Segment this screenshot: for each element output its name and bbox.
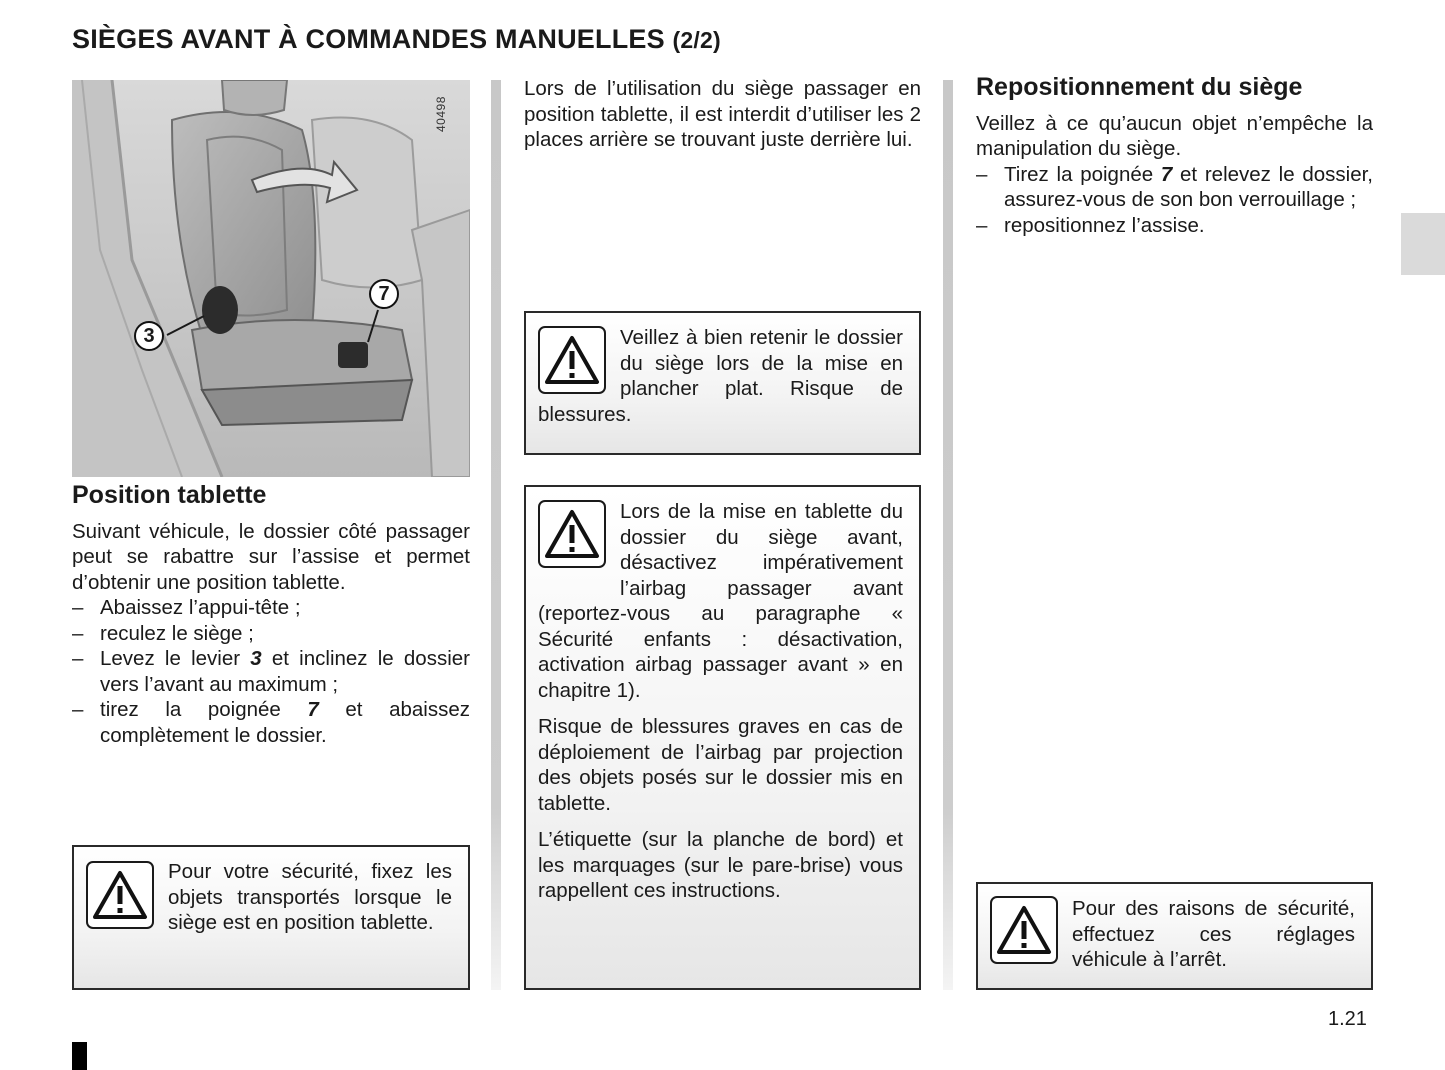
ref-handle-7: 7 xyxy=(1160,162,1173,186)
col3-steps xyxy=(976,162,1373,239)
list-item: – Abaissez l’appui-tête ; xyxy=(72,595,470,621)
list-item: – Tirez la poignée 7 et relevez le dossier, assurez-vous de son bon verrouillage ; xyxy=(976,162,1373,213)
warning-triangle-icon xyxy=(86,861,154,929)
column-separator xyxy=(943,80,953,990)
page-title-main: SIÈGES AVANT À COMMANDES MANUELLES xyxy=(72,24,665,54)
list-item: – Levez le levier 3 et inclinez le dossier vers l’avant au maximum ; xyxy=(72,646,470,697)
col2-intro: Lors de l’utilisation du siège passager en position tablette, il est interdit d’utiliser les 2 places arrière se trouvant juste derrière lui. xyxy=(524,77,921,151)
callout-3 xyxy=(134,321,164,351)
warning-triangle-icon xyxy=(538,326,606,394)
section-heading-repositionnement: Repositionnement du siège xyxy=(976,73,1303,101)
section-heading-position-tablette: Position tablette xyxy=(72,481,267,509)
chapter-tab-marker xyxy=(1401,213,1445,275)
list-item: – repositionnez l’assise. xyxy=(976,213,1373,239)
col3-intro: Veillez à ce qu’aucun objet n’empêche la manipulation du siège. xyxy=(976,111,1373,160)
list-item: – tirez la poignée 7 et abaissez complètement le dossier. xyxy=(72,697,470,748)
column-1 xyxy=(72,483,470,748)
warning-triangle-icon xyxy=(990,896,1058,964)
warning-box-flat-floor xyxy=(524,311,921,455)
seat-photo-graphic xyxy=(72,80,470,477)
footer-mark xyxy=(72,1042,87,1070)
seat-illustration xyxy=(72,80,470,477)
column-separator xyxy=(491,80,501,990)
page-title xyxy=(72,24,721,55)
warning-box-airbag xyxy=(524,485,921,990)
callout-7 xyxy=(369,279,399,309)
page-title-suffix: (2/2) xyxy=(672,27,721,53)
warning-box-col3 xyxy=(976,882,1373,990)
ref-handle-7: 7 xyxy=(307,698,319,721)
warning-text: Pour votre sécurité, fixez les objets transportés lorsque le siège est en position tablette. xyxy=(168,860,452,934)
ref-lever-3: 3 xyxy=(250,647,262,670)
warning-text: Risque de blessures graves en cas de déploiement de l’airbag par projection des objets posés sur le dossier mis en tablette. xyxy=(538,715,903,815)
col1-intro: Suivant véhicule, le dossier côté passager peut se rabattre sur l’assise et permet d’obtenir une position tablette. xyxy=(72,519,470,594)
warning-text: Lors de la mise en tablette du dossier du siège avant, désactivez impérativement l’airbag passager avant (reportez-vous au paragraphe « Sécurité enfants : désactivation, activation airbag passager avant » en chapitre 1). xyxy=(538,500,903,702)
column-2 xyxy=(524,76,921,153)
image-code: 40498 xyxy=(434,96,448,132)
list-item: – reculez le siège ; xyxy=(72,621,470,647)
page-number: 1.21 xyxy=(1328,1008,1367,1030)
warning-text: Veillez à bien retenir le dossier du siège lors de la mise en plancher plat. Risque de blessures. xyxy=(538,326,903,426)
column-3 xyxy=(976,75,1373,238)
col1-steps xyxy=(72,595,470,748)
callout-7-label: 7 xyxy=(378,282,390,305)
warning-box-col1 xyxy=(72,845,470,990)
warning-text: Pour des raisons de sécurité, effectuez ces réglages véhicule à l’arrêt. xyxy=(1072,897,1355,971)
callout-3-label: 3 xyxy=(143,324,155,347)
warning-text: L’étiquette (sur la planche de bord) et les marquages (sur le pare-brise) vous rappellent ces instructions. xyxy=(538,828,903,902)
warning-triangle-icon xyxy=(538,500,606,568)
